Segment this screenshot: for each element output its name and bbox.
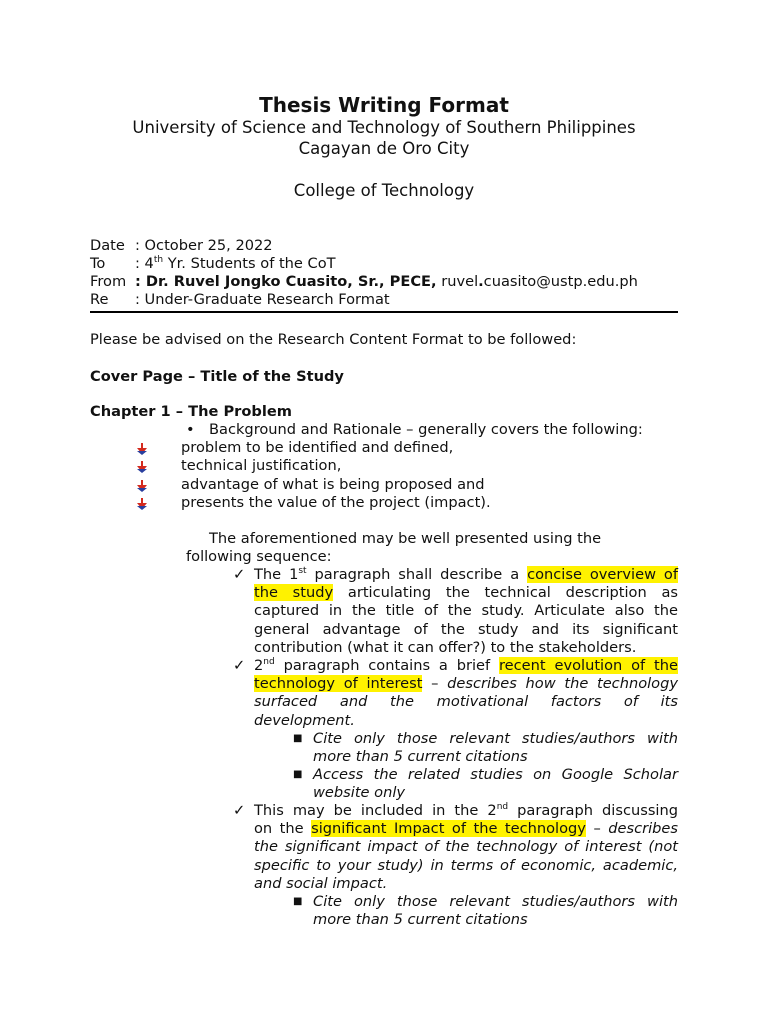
check3-sub1	[313, 893, 678, 929]
email-link[interactable]: ruvel.cuasito@ustp.edu.ph	[436, 273, 638, 290]
college-name: College of Technology	[293, 181, 475, 200]
memo-re-label: Re	[90, 291, 109, 308]
check3-line5: and social impact.	[254, 874, 388, 892]
chapter1-bullet-text: Background and Rationale – generally covers the following:	[209, 421, 643, 438]
university-name: University of Science and Technology of Southern Philippines	[132, 118, 636, 137]
checkmark-icon: ✓	[233, 802, 246, 819]
check2-line2: technology of interest – describes how the technology	[254, 675, 679, 693]
arrow-list-item: technical justification,	[181, 457, 342, 474]
checkmark-icon: ✓	[233, 566, 246, 583]
check3-sub1-line2: more than 5 current citations	[313, 911, 528, 929]
arrow-list-item: advantage of what is being proposed and	[181, 476, 485, 493]
square-bullet-icon: ■	[293, 896, 303, 907]
header-divider	[90, 311, 678, 313]
arrow-bullet-icon	[136, 442, 148, 454]
check2-sub2-line2: website only	[313, 784, 406, 802]
arrow-list-item: presents the value of the project (impact).	[181, 494, 491, 511]
chapter1-heading: Chapter 1 – The Problem	[90, 403, 292, 420]
memo-date-value: : October 25, 2022	[135, 237, 273, 254]
memo-to-label: To	[90, 255, 106, 272]
check2-sub1-line1: Cite only those relevant studies/authors with	[313, 730, 678, 747]
check3-line4: specific to your study) in terms of economic, academic,	[254, 856, 678, 874]
check3-block	[254, 802, 678, 893]
memo-from-value: : Dr. Ruvel Jongko Cuasito, Sr., PECE, ruvel.cuasito@ustp.edu.ph	[135, 273, 638, 290]
check3-line3: the significant impact of the technology of interest (not	[254, 838, 678, 856]
check1-line3: captured in the title of the study. Articulate also the	[254, 602, 678, 620]
square-bullet-icon: ■	[293, 733, 303, 744]
check1-line4: general advantage of the study and its significant	[254, 620, 678, 638]
arrow-bullet-icon	[136, 497, 148, 509]
check2-sub2	[313, 766, 678, 802]
square-bullet-icon: ■	[293, 769, 303, 780]
check1-line5: contribution (what it can offer?) to the stakeholders.	[254, 638, 637, 656]
check2-line3: surfaced and the motivational factors of its	[254, 693, 678, 711]
check2-sub1-line2: more than 5 current citations	[313, 748, 528, 766]
check1-block	[254, 566, 678, 657]
arrow-bullet-icon	[136, 479, 148, 491]
memo-re-value: : Under-Graduate Research Format	[135, 291, 390, 308]
check1-line1: The 1st paragraph shall describe a concise overview of	[254, 566, 679, 583]
memo-date-label: Date	[90, 237, 125, 254]
arrow-list-item: problem to be identified and defined,	[181, 439, 454, 456]
bullet-dot: •	[186, 421, 195, 438]
check2-sub2-line1: Access the related studies on Google Scholar	[313, 766, 678, 783]
memo-to-value: : 4th Yr. Students of the CoT	[135, 255, 336, 272]
document-title: Thesis Writing Format	[259, 93, 509, 117]
arrow-bullet-icon	[136, 460, 148, 472]
sequence-intro-line2: following sequence:	[186, 548, 332, 565]
check1-line2: the study articulating the technical description as	[254, 584, 678, 602]
checkmark-icon: ✓	[233, 657, 246, 674]
memo-from-label: From	[90, 273, 127, 290]
sequence-intro-line1: The aforementioned may be well presented using the	[209, 530, 602, 547]
check2-line1: 2nd paragraph contains a brief recent evolution of the	[254, 657, 678, 674]
intro-text: Please be advised on the Research Content Format to be followed:	[90, 331, 577, 348]
check3-line2: on the significant Impact of the technology – describes	[254, 820, 679, 838]
check3-sub1-line1: Cite only those relevant studies/authors with	[313, 893, 678, 910]
cover-page-heading: Cover Page – Title of the Study	[90, 368, 344, 385]
check3-line1: This may be included in the 2nd paragraph discussing	[254, 802, 678, 819]
check2-block	[254, 657, 678, 730]
city-name: Cagayan de Oro City	[298, 139, 470, 158]
check2-line4: development.	[254, 711, 355, 729]
check2-sub1	[313, 730, 678, 766]
